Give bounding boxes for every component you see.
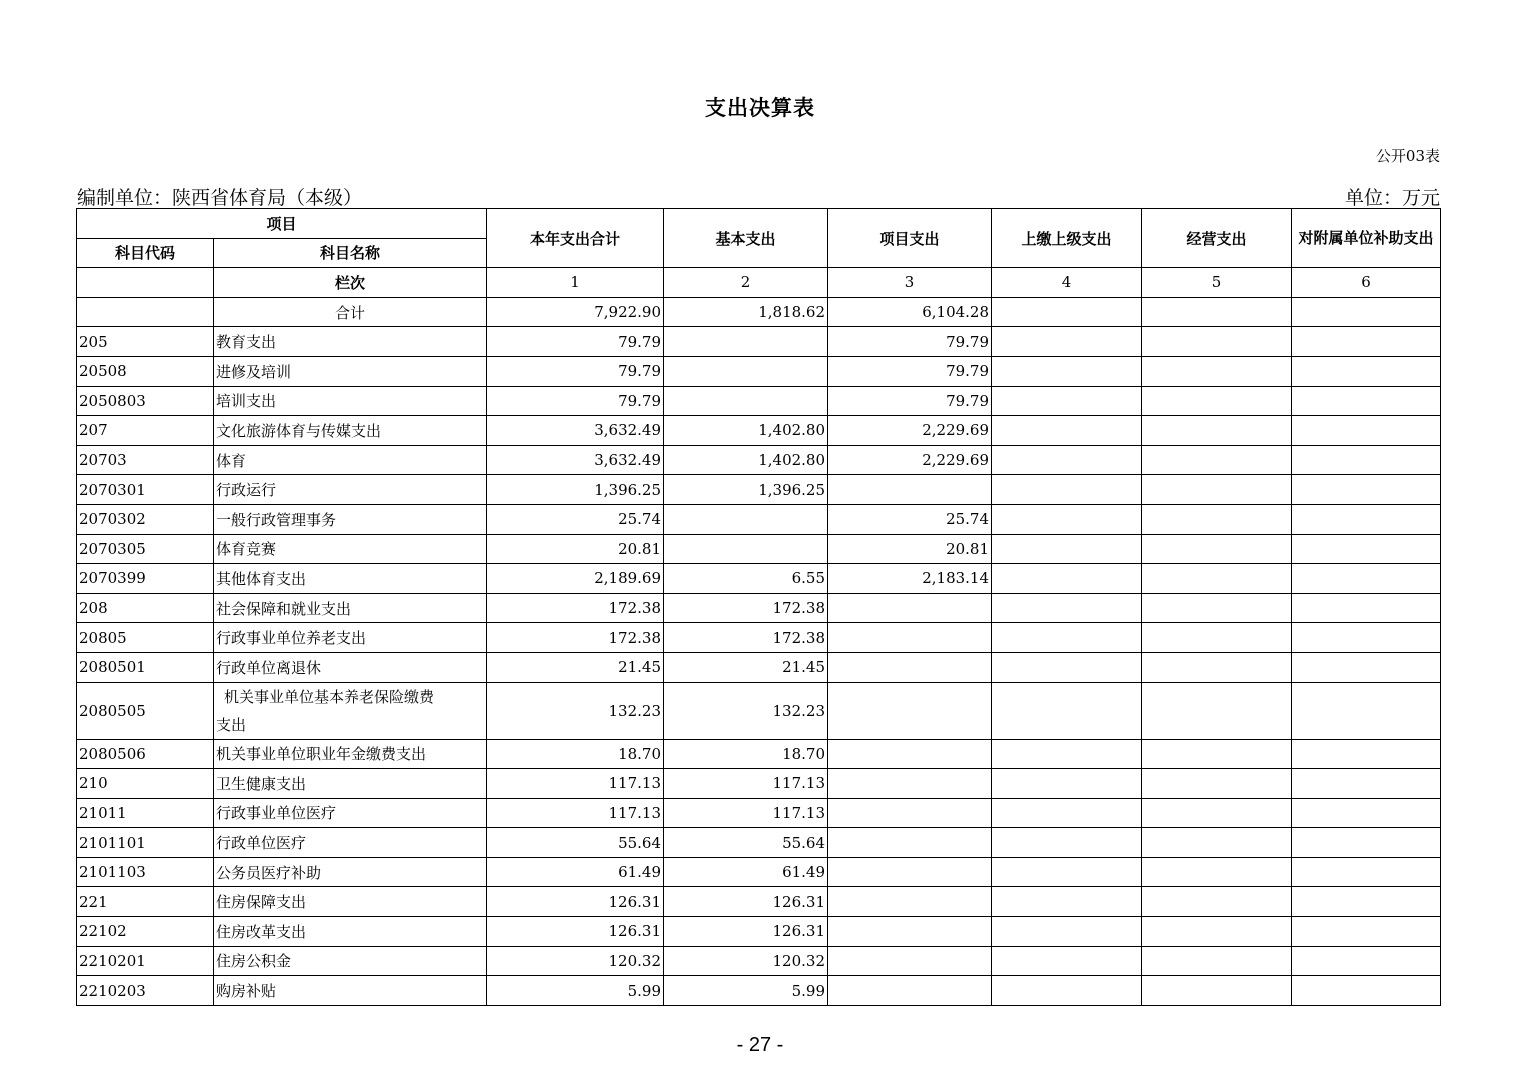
header-project: 项目支出 [828, 209, 992, 268]
table-row [77, 769, 1441, 799]
row-basic [664, 504, 828, 534]
empty-cell [1142, 828, 1292, 858]
empty-cell [1292, 445, 1441, 475]
total-row [77, 297, 1441, 327]
table-row [77, 798, 1441, 828]
row-code: 2050803 [77, 386, 214, 416]
header-item: 项目 [77, 209, 487, 239]
empty-cell [1292, 798, 1441, 828]
row-code: 2070305 [77, 534, 214, 564]
row-project: 79.79 [828, 356, 992, 386]
row-code: 2070302 [77, 504, 214, 534]
row-basic [664, 534, 828, 564]
row-project: 2,229.69 [828, 416, 992, 446]
row-name: 文化旅游体育与传媒支出 [214, 416, 487, 446]
table-row [77, 828, 1441, 858]
row-name: 住房改革支出 [214, 917, 487, 947]
empty-cell [1142, 917, 1292, 947]
table-row [77, 593, 1441, 623]
row-name: 教育支出 [214, 327, 487, 357]
row-basic: 172.38 [664, 623, 828, 653]
row-code: 210 [77, 769, 214, 799]
table-row [77, 887, 1441, 917]
row-name: 住房公积金 [214, 946, 487, 976]
row-code: 208 [77, 593, 214, 623]
empty-cell [1142, 356, 1292, 386]
expenditure-table [76, 208, 1441, 1006]
row-total: 172.38 [487, 593, 664, 623]
row-project [828, 739, 992, 769]
total-project: 6,104.28 [828, 297, 992, 327]
table-row [77, 356, 1441, 386]
row-project [828, 798, 992, 828]
empty-cell [1292, 564, 1441, 594]
row-total: 20.81 [487, 534, 664, 564]
index-1: 1 [487, 268, 664, 298]
header-total: 本年支出合计 [487, 209, 664, 268]
row-project [828, 976, 992, 1006]
empty-cell [992, 739, 1142, 769]
row-name-line1: 机关事业单位基本养老保险缴费 [224, 687, 435, 706]
empty-cell [992, 356, 1142, 386]
row-project: 79.79 [828, 386, 992, 416]
row-basic: 6.55 [664, 564, 828, 594]
row-code: 2070301 [77, 475, 214, 505]
row-name: 体育 [214, 445, 487, 475]
total-basic: 1,818.62 [664, 297, 828, 327]
row-basic [664, 356, 828, 386]
row-basic: 126.31 [664, 917, 828, 947]
row-name: 行政事业单位医疗 [214, 798, 487, 828]
row-total: 55.64 [487, 828, 664, 858]
row-basic: 18.70 [664, 739, 828, 769]
row-project [828, 652, 992, 682]
index-blank [77, 268, 214, 298]
row-name [214, 682, 487, 739]
row-basic: 117.13 [664, 798, 828, 828]
empty-cell [1142, 682, 1292, 739]
table-row [77, 946, 1441, 976]
row-code: 2101103 [77, 857, 214, 887]
row-total: 61.49 [487, 857, 664, 887]
row-total: 3,632.49 [487, 416, 664, 446]
row-name-line2: 支出 [216, 715, 247, 734]
row-basic: 117.13 [664, 769, 828, 799]
row-project [828, 475, 992, 505]
empty-cell [992, 976, 1142, 1006]
empty-cell [1142, 798, 1292, 828]
table-row [77, 739, 1441, 769]
row-total: 126.31 [487, 887, 664, 917]
empty-cell [1292, 356, 1441, 386]
empty-cell [1142, 946, 1292, 976]
row-total: 21.45 [487, 652, 664, 682]
row-basic: 132.23 [664, 682, 828, 739]
header-code: 科目代码 [77, 238, 214, 268]
empty-cell [1142, 504, 1292, 534]
empty-cell [1292, 887, 1441, 917]
row-project [828, 887, 992, 917]
header-upper: 上缴上级支出 [992, 209, 1142, 268]
row-basic: 55.64 [664, 828, 828, 858]
row-basic [664, 386, 828, 416]
row-basic [664, 327, 828, 357]
index-4: 4 [992, 268, 1142, 298]
empty-cell [1142, 445, 1292, 475]
row-project: 25.74 [828, 504, 992, 534]
row-code: 221 [77, 887, 214, 917]
empty-cell [1142, 564, 1292, 594]
index-2: 2 [664, 268, 828, 298]
row-name: 培训支出 [214, 386, 487, 416]
row-total: 79.79 [487, 386, 664, 416]
row-code: 2080506 [77, 739, 214, 769]
table-row [77, 504, 1441, 534]
empty-cell [1142, 297, 1292, 327]
empty-cell [1292, 593, 1441, 623]
table-row [77, 917, 1441, 947]
row-project [828, 828, 992, 858]
form-number: 公开03表 [1375, 147, 1440, 165]
row-name: 进修及培训 [214, 356, 487, 386]
empty-cell [1142, 769, 1292, 799]
empty-cell [1142, 976, 1292, 1006]
header-business: 经营支出 [1142, 209, 1292, 268]
row-name: 公务员医疗补助 [214, 857, 487, 887]
empty-cell [1292, 857, 1441, 887]
empty-cell [992, 857, 1142, 887]
empty-cell [1292, 327, 1441, 357]
row-project [828, 769, 992, 799]
row-project: 20.81 [828, 534, 992, 564]
empty-cell [992, 946, 1142, 976]
row-project [828, 623, 992, 653]
empty-cell [1142, 739, 1292, 769]
empty-cell [992, 652, 1142, 682]
empty-cell [992, 564, 1142, 594]
empty-cell [992, 327, 1142, 357]
header-subsidy: 对附属单位补助支出 [1292, 209, 1441, 268]
index-3: 3 [828, 268, 992, 298]
currency-unit: 单位：万元 [1344, 187, 1440, 209]
row-code: 2210201 [77, 946, 214, 976]
table-row [77, 475, 1441, 505]
empty-cell [1292, 504, 1441, 534]
empty-cell [992, 416, 1142, 446]
table-row [77, 652, 1441, 682]
row-total: 2,189.69 [487, 564, 664, 594]
row-total: 117.13 [487, 769, 664, 799]
row-project: 2,229.69 [828, 445, 992, 475]
empty-cell [1142, 475, 1292, 505]
row-project [828, 593, 992, 623]
empty-cell [992, 887, 1142, 917]
empty-cell [992, 828, 1142, 858]
empty-cell [1292, 828, 1441, 858]
row-basic: 21.45 [664, 652, 828, 682]
row-basic: 1,396.25 [664, 475, 828, 505]
table-row [77, 623, 1441, 653]
empty-cell [992, 593, 1142, 623]
row-total: 3,632.49 [487, 445, 664, 475]
row-code: 21011 [77, 798, 214, 828]
empty-cell [1142, 534, 1292, 564]
row-code: 2210203 [77, 976, 214, 1006]
row-basic: 172.38 [664, 593, 828, 623]
row-project [828, 946, 992, 976]
row-code: 2080505 [77, 682, 214, 739]
row-total: 172.38 [487, 623, 664, 653]
empty-cell [992, 445, 1142, 475]
empty-cell [1142, 416, 1292, 446]
empty-cell [1292, 682, 1441, 739]
row-total: 79.79 [487, 356, 664, 386]
empty-cell [1292, 534, 1441, 564]
row-total: 18.70 [487, 739, 664, 769]
row-name: 行政单位离退休 [214, 652, 487, 682]
table-row [77, 976, 1441, 1006]
row-total: 117.13 [487, 798, 664, 828]
row-basic: 61.49 [664, 857, 828, 887]
empty-cell [1292, 946, 1441, 976]
empty-cell [992, 504, 1142, 534]
empty-cell [992, 917, 1142, 947]
total-label: 合计 [214, 297, 487, 327]
empty-cell [1292, 297, 1441, 327]
row-name: 一般行政管理事务 [214, 504, 487, 534]
row-total: 1,396.25 [487, 475, 664, 505]
row-project: 79.79 [828, 327, 992, 357]
row-project: 2,183.14 [828, 564, 992, 594]
empty-cell [992, 475, 1142, 505]
empty-cell [1292, 475, 1441, 505]
empty-cell [1142, 593, 1292, 623]
row-basic: 1,402.80 [664, 416, 828, 446]
total-total: 7,922.90 [487, 297, 664, 327]
table-row [77, 445, 1441, 475]
total-code [77, 297, 214, 327]
row-total: 5.99 [487, 976, 664, 1006]
table-row [77, 682, 1441, 739]
empty-cell [992, 386, 1142, 416]
row-name: 社会保障和就业支出 [214, 593, 487, 623]
row-name: 购房补贴 [214, 976, 487, 1006]
row-project [828, 917, 992, 947]
row-code: 2070399 [77, 564, 214, 594]
row-code: 22102 [77, 917, 214, 947]
row-total: 120.32 [487, 946, 664, 976]
row-code: 205 [77, 327, 214, 357]
row-basic: 120.32 [664, 946, 828, 976]
empty-cell [1292, 917, 1441, 947]
compiling-unit: 编制单位：陕西省体育局（本级） [77, 187, 363, 209]
empty-cell [1142, 386, 1292, 416]
row-name: 行政单位医疗 [214, 828, 487, 858]
table-row [77, 327, 1441, 357]
empty-cell [1142, 887, 1292, 917]
header-basic: 基本支出 [664, 209, 828, 268]
row-code: 20703 [77, 445, 214, 475]
empty-cell [1292, 386, 1441, 416]
empty-cell [1142, 327, 1292, 357]
row-name: 机关事业单位职业年金缴费支出 [214, 739, 487, 769]
empty-cell [1292, 652, 1441, 682]
row-total: 126.31 [487, 917, 664, 947]
row-name: 住房保障支出 [214, 887, 487, 917]
row-total: 132.23 [487, 682, 664, 739]
empty-cell [992, 534, 1142, 564]
index-label: 栏次 [214, 268, 487, 298]
row-basic: 126.31 [664, 887, 828, 917]
row-name: 行政事业单位养老支出 [214, 623, 487, 653]
table-row [77, 416, 1441, 446]
row-code: 2101101 [77, 828, 214, 858]
table-row [77, 564, 1441, 594]
row-total: 25.74 [487, 504, 664, 534]
table-row [77, 857, 1441, 887]
empty-cell [992, 297, 1142, 327]
row-project [828, 857, 992, 887]
empty-cell [1292, 623, 1441, 653]
row-name: 行政运行 [214, 475, 487, 505]
index-6: 6 [1292, 268, 1441, 298]
row-name: 卫生健康支出 [214, 769, 487, 799]
page-title: 支出决算表 [705, 96, 815, 120]
empty-cell [992, 798, 1142, 828]
index-5: 5 [1142, 268, 1292, 298]
empty-cell [992, 682, 1142, 739]
row-name: 其他体育支出 [214, 564, 487, 594]
empty-cell [1292, 976, 1441, 1006]
page-number: - 27 - [736, 1034, 784, 1056]
row-basic: 5.99 [664, 976, 828, 1006]
empty-cell [1292, 769, 1441, 799]
header-name: 科目名称 [214, 238, 487, 268]
row-code: 207 [77, 416, 214, 446]
empty-cell [1142, 857, 1292, 887]
row-code: 20805 [77, 623, 214, 653]
row-basic: 1,402.80 [664, 445, 828, 475]
empty-cell [992, 623, 1142, 653]
table-row [77, 534, 1441, 564]
empty-cell [1292, 739, 1441, 769]
empty-cell [1142, 623, 1292, 653]
row-code: 20508 [77, 356, 214, 386]
empty-cell [1292, 416, 1441, 446]
empty-cell [992, 769, 1142, 799]
row-project [828, 682, 992, 739]
row-code: 2080501 [77, 652, 214, 682]
row-total: 79.79 [487, 327, 664, 357]
table-row [77, 386, 1441, 416]
row-name: 体育竞赛 [214, 534, 487, 564]
empty-cell [1142, 652, 1292, 682]
